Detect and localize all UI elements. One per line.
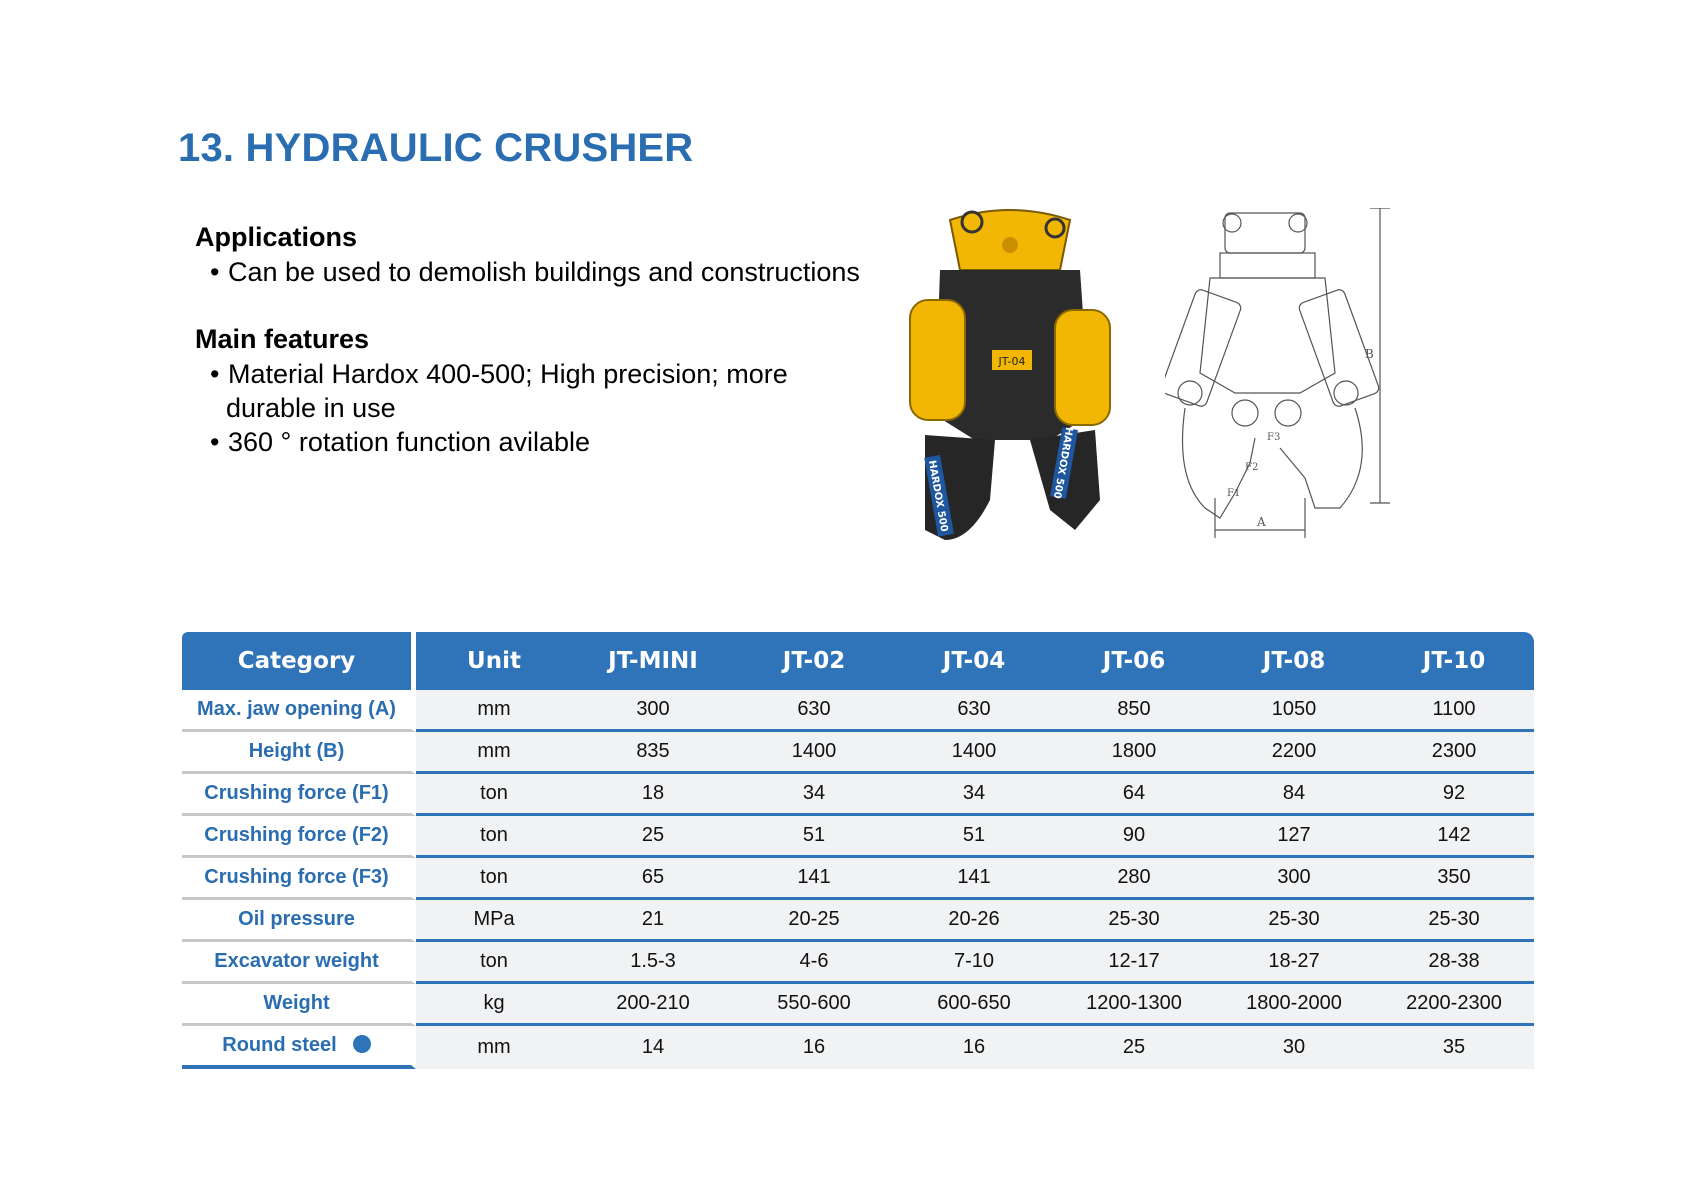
cell-value: 280 [1054,858,1214,900]
cell-value: 35 [1374,1026,1534,1069]
cell-value: 20-26 [894,900,1054,942]
cell-value: 1400 [894,732,1054,774]
cell-value: 1.5-3 [572,942,734,984]
header-jt-04: JT-04 [894,632,1054,690]
header-jt-10: JT-10 [1374,632,1534,690]
cell-value: 2200-2300 [1374,984,1534,1026]
row-category-round-steel [182,1026,416,1069]
drawing-label-f1: F1 [1227,488,1241,499]
crusher-photo [900,200,1120,565]
cell-value: 25 [572,816,734,858]
cell-value: 1100 [1374,690,1534,732]
row-category-label: Round steel [222,1034,337,1056]
table-row [182,900,1534,942]
header-jt-08: JT-08 [1214,632,1374,690]
cell-value: 64 [1054,774,1214,816]
applications-item-text: Can be used to demolish buildings and constructions [228,257,860,287]
cell-value: 18 [572,774,734,816]
row-category: Max. jaw opening (A) [182,690,416,732]
cell-value: 14 [572,1026,734,1069]
cell-value: 200-210 [572,984,734,1026]
photo-hardox-left: HARDOX 500 [925,459,950,533]
cell-value: 25-30 [1374,900,1534,942]
cell-value: 34 [894,774,1054,816]
features-item-1-line2: durable in use [226,393,396,423]
row-unit: MPa [416,900,572,942]
row-unit: mm [416,1026,572,1069]
cell-value: 12-17 [1054,942,1214,984]
drawing-label-a: A [1257,515,1266,529]
cell-value: 835 [572,732,734,774]
cell-value: 25 [1054,1026,1214,1069]
row-unit: ton [416,858,572,900]
crusher-drawing [1165,208,1395,570]
cell-value: 21 [572,900,734,942]
cell-value: 90 [1054,816,1214,858]
cell-value: 600-650 [894,984,1054,1026]
table-row [182,1026,1534,1069]
cell-value: 141 [894,858,1054,900]
features-item-1: • Material Hardox 400-500; High precision; more durable in use [210,359,788,423]
features-heading: Main features [195,324,370,354]
cell-value: 7-10 [894,942,1054,984]
table-header-row [182,632,1534,690]
cell-value: 65 [572,858,734,900]
cell-value: 16 [894,1026,1054,1069]
applications-heading: Applications [195,222,358,252]
cell-value: 550-600 [734,984,894,1026]
cell-value: 28-38 [1374,942,1534,984]
drawing-label-b: B [1365,347,1374,361]
cell-value: 300 [572,690,734,732]
cell-value: 16 [734,1026,894,1069]
header-jt-02: JT-02 [734,632,894,690]
row-category: Weight [182,984,416,1026]
photo-hardox-right: HARDOX 500 [1050,426,1075,500]
cell-value: 2300 [1374,732,1534,774]
table-row [182,732,1534,774]
round-steel-dot-icon [353,1035,371,1053]
cell-value: 1050 [1214,690,1374,732]
cell-value: 34 [734,774,894,816]
row-category: Crushing force (F3) [182,858,416,900]
header-category: Category [182,632,416,690]
cell-value: 300 [1214,858,1374,900]
cell-value: 18-27 [1214,942,1374,984]
cell-value: 630 [894,690,1054,732]
cell-value: 350 [1374,858,1534,900]
row-unit: ton [416,942,572,984]
features-item-1-line1: Material Hardox 400-500; High precision; more [228,359,788,389]
crusher-mount [950,210,1070,270]
cell-value: 1400 [734,732,894,774]
cell-value: 92 [1374,774,1534,816]
drawing-label-f3: F3 [1267,432,1281,443]
cell-value: 51 [894,816,1054,858]
row-unit: mm [416,732,572,774]
cell-value: 850 [1054,690,1214,732]
cell-value: 2200 [1214,732,1374,774]
row-unit: ton [416,774,572,816]
header-unit: Unit [416,632,572,690]
table-row [182,984,1534,1026]
cell-value: 30 [1214,1026,1374,1069]
row-category: Excavator weight [182,942,416,984]
row-unit: ton [416,816,572,858]
cell-value: 1800-2000 [1214,984,1374,1026]
cell-value: 1200-1300 [1054,984,1214,1026]
cell-value: 1800 [1054,732,1214,774]
table-row [182,690,1534,732]
cell-value: 142 [1374,816,1534,858]
cell-value: 25-30 [1214,900,1374,942]
row-unit: kg [416,984,572,1026]
row-category: Height (B) [182,732,416,774]
table-row [182,942,1534,984]
drawing-label-f2: F2 [1245,462,1259,473]
photo-model-label: JT-04 [998,355,1026,368]
header-jt-mini: JT-MINI [572,632,734,690]
table-row [182,858,1534,900]
row-category: Oil pressure [182,900,416,942]
cell-value: 84 [1214,774,1374,816]
table-row [182,816,1534,858]
cell-value: 141 [734,858,894,900]
page-title: 13. HYDRAULIC CRUSHER [178,126,694,170]
cell-value: 25-30 [1054,900,1214,942]
cell-value: 630 [734,690,894,732]
cell-value: 4-6 [734,942,894,984]
row-unit: mm [416,690,572,732]
spec-table [182,632,1534,1069]
cell-value: 127 [1214,816,1374,858]
applications-item: • Can be used to demolish buildings and constructions [210,257,860,287]
cell-value: 20-25 [734,900,894,942]
row-category: Crushing force (F1) [182,774,416,816]
header-jt-06: JT-06 [1054,632,1214,690]
features-item-2-text: 360 ° rotation function avilable [228,427,591,457]
cell-value: 51 [734,816,894,858]
table-row [182,774,1534,816]
features-item-2: • 360 ° rotation function avilable [210,427,591,457]
row-category: Crushing force (F2) [182,816,416,858]
